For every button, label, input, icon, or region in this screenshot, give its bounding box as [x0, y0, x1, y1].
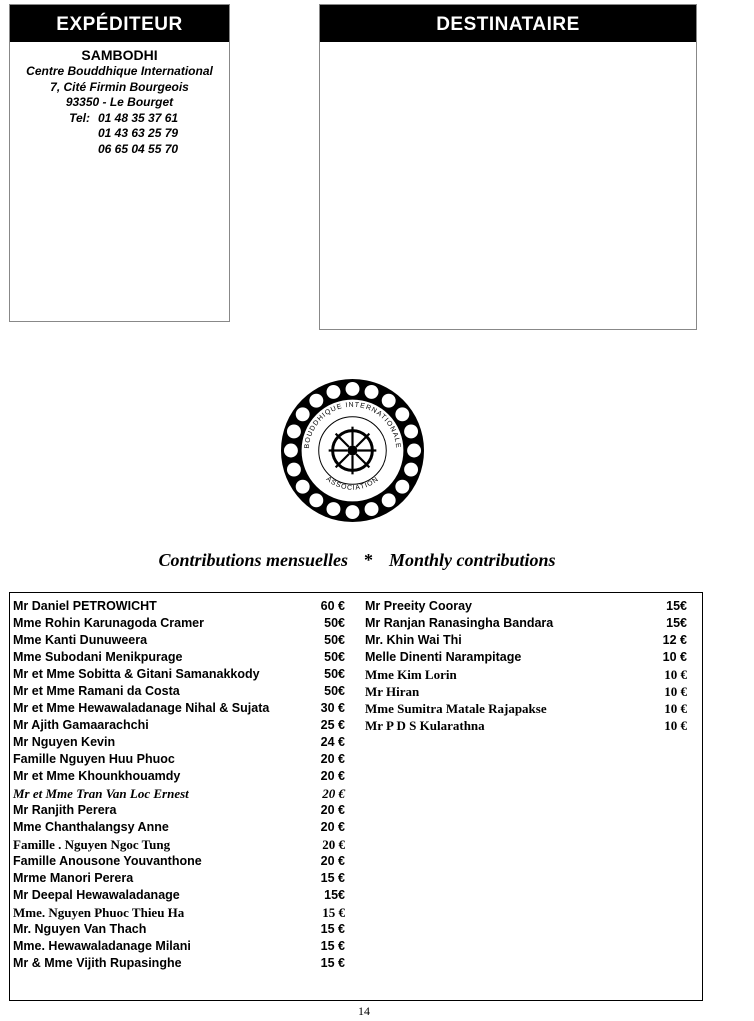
contributor-name: Famille Anousone Youvanthone	[13, 854, 202, 868]
contribution-row	[13, 649, 345, 666]
sender-header: EXPÉDITEUR	[10, 5, 229, 42]
contributor-name: Mr et Mme Sobitta & Gitani Samanakkody	[13, 667, 260, 681]
tel-label: Tel:	[69, 110, 90, 125]
contributor-name: Mme Chanthalangsy Anne	[13, 820, 169, 834]
contribution-amount: 15 €	[322, 905, 345, 920]
contribution-amount: 10 €	[664, 718, 687, 733]
contributor-name: Mme. Hewawaladanage Milani	[13, 939, 191, 953]
contributions-title-fr: Contributions mensuelles	[158, 550, 348, 570]
sender-address-line-1: 7, Cité Firmin Bourgeois	[50, 79, 189, 94]
contribution-row	[13, 887, 345, 904]
contribution-amount: 20 €	[320, 769, 345, 783]
contribution-amount: 10 €	[664, 701, 687, 716]
contribution-row	[365, 700, 687, 717]
contributor-name: Mr Ranjan Ranasingha Bandara	[365, 616, 554, 630]
contributor-name: Famille . Nguyen Ngoc Tung	[13, 837, 171, 852]
contributor-name: Mme. Nguyen Phuoc Thieu Ha	[13, 905, 185, 920]
contribution-row	[13, 700, 345, 717]
recipient-header: DESTINATAIRE	[320, 5, 696, 42]
contributor-name: Mme Rohin Karunagoda Cramer	[13, 616, 205, 630]
sender-address-block	[10, 42, 229, 157]
contribution-row	[13, 904, 345, 921]
contribution-amount: 15€	[324, 888, 345, 902]
contributor-name: Mr & Mme Vijith Rupasinghe	[13, 956, 182, 970]
contribution-amount: 25 €	[320, 718, 345, 732]
contribution-amount: 10 €	[664, 667, 687, 682]
contributor-name: Mr. Khin Wai Thi	[365, 633, 462, 647]
association-logo	[279, 377, 426, 524]
contribution-row	[13, 802, 345, 819]
contribution-amount: 10 €	[664, 684, 687, 699]
contributor-name: Mr et Mme Khounkhouamdy	[13, 769, 181, 783]
contribution-row	[365, 632, 687, 649]
ring-heart-icon	[365, 502, 379, 516]
contribution-row	[365, 717, 687, 734]
contribution-amount: 20 €	[320, 854, 345, 868]
contribution-row	[13, 717, 345, 734]
contribution-row	[13, 632, 345, 649]
contribution-amount: 50€	[324, 616, 345, 630]
ring-heart-icon	[309, 394, 323, 408]
contribution-row	[13, 615, 345, 632]
contribution-amount: 50€	[324, 684, 345, 698]
contributor-name: Mme Subodani Menikpurage	[13, 650, 183, 664]
contribution-row	[13, 768, 345, 785]
contributor-name: Mr Ajith Gamaarachchi	[13, 718, 149, 732]
ring-heart-icon	[287, 463, 301, 477]
page-number: 14	[358, 1004, 370, 1018]
contribution-amount: 60 €	[320, 599, 345, 613]
ring-heart-icon	[296, 480, 310, 494]
contribution-amount: 15 €	[320, 922, 345, 936]
ring-heart-icon	[296, 407, 310, 421]
contribution-row	[13, 683, 345, 700]
contribution-row	[13, 666, 345, 683]
ring-heart-icon	[395, 407, 409, 421]
title-separator: *	[364, 550, 373, 570]
contribution-row	[365, 598, 687, 615]
contribution-row	[13, 870, 345, 887]
contributor-name: Mr et Mme Hewawaladanage Nihal & Sujata	[13, 701, 270, 715]
contribution-row	[13, 598, 345, 615]
sender-phone-row	[10, 142, 229, 158]
contribution-amount: 30 €	[320, 701, 345, 715]
ring-heart-icon	[404, 463, 418, 477]
contribution-amount: 15 €	[320, 939, 345, 953]
ring-heart-icon	[395, 480, 409, 494]
contributor-name: Mr. Nguyen Van Thach	[13, 922, 147, 936]
contribution-amount: 15€	[666, 599, 687, 613]
sender-phone-row	[10, 126, 229, 142]
contributor-name: Mrme Manori Perera	[13, 871, 134, 885]
contributor-name: Mr Hiran	[365, 684, 420, 699]
contributions-right-column	[365, 598, 687, 734]
contributions-left-column	[13, 598, 345, 972]
contribution-amount: 50€	[324, 650, 345, 664]
contribution-amount: 15 €	[320, 956, 345, 970]
contribution-amount: 20 €	[320, 752, 345, 766]
contribution-amount: 20 €	[322, 837, 345, 852]
sender-phone: 06 65 04 55 70	[98, 141, 179, 156]
contribution-row	[13, 853, 345, 870]
ring-heart-icon	[365, 385, 379, 399]
contribution-amount: 20 €	[320, 803, 345, 817]
contributor-name: Mr Deepal Hewawaladanage	[13, 888, 180, 902]
contributor-name: Mr et Mme Tran Van Loc Ernest	[13, 786, 189, 801]
ring-heart-icon	[407, 444, 421, 458]
contributor-name: Mme Kim Lorin	[365, 667, 457, 682]
ring-heart-icon	[346, 505, 360, 519]
contribution-amount: 15 €	[320, 871, 345, 885]
contribution-row	[13, 734, 345, 751]
contribution-row	[365, 683, 687, 700]
sender-name: SAMBODHI	[81, 47, 158, 63]
ring-heart-icon	[382, 394, 396, 408]
sender-org: Centre Bouddhique International	[26, 64, 213, 78]
contribution-row	[365, 666, 687, 683]
ring-heart-icon	[382, 493, 396, 507]
sender-phone-row	[10, 111, 229, 127]
contribution-row	[13, 785, 345, 802]
contribution-row	[13, 836, 345, 853]
contributor-name: Mr Daniel PETROWICHT	[13, 599, 157, 613]
contributor-name: Mr Nguyen Kevin	[13, 735, 116, 749]
ring-heart-icon	[346, 382, 360, 396]
contribution-amount: 20 €	[320, 820, 345, 834]
sender-box	[9, 4, 230, 322]
contributions-title-en: Monthly contributions	[389, 550, 556, 570]
contribution-amount: 15€	[666, 616, 687, 630]
contribution-row	[13, 751, 345, 768]
ring-heart-icon	[327, 502, 341, 516]
contribution-row	[365, 615, 687, 632]
sender-address-line-2: 93350 - Le Bourget	[65, 95, 174, 109]
contributor-name: Mr et Mme Ramani da Costa	[13, 684, 180, 698]
contribution-row	[13, 938, 345, 955]
contributor-name: Mr Ranjith Perera	[13, 803, 117, 817]
sender-phone: 01 48 35 37 61	[98, 110, 179, 125]
recipient-box	[319, 4, 697, 330]
contribution-amount: 10 €	[662, 650, 687, 664]
contribution-amount: 24 €	[320, 735, 345, 749]
contribution-row	[13, 819, 345, 836]
contributions-title	[0, 550, 714, 571]
contribution-amount: 50€	[324, 667, 345, 681]
contribution-row	[13, 955, 345, 972]
contributor-name: Mr Preeity Cooray	[365, 599, 472, 613]
contributor-name: Mme Kanti Dunuweera	[13, 633, 148, 647]
sender-phone: 01 43 63 25 79	[98, 126, 179, 140]
ring-heart-icon	[404, 425, 418, 439]
contributions-box	[9, 592, 703, 1001]
contribution-row	[365, 649, 687, 666]
contribution-amount: 20 €	[322, 786, 345, 801]
ring-heart-icon	[309, 493, 323, 507]
logo-ring-text-bottom: ASSOCIATION	[324, 475, 381, 492]
dharma-wheel-icon	[329, 427, 377, 475]
ring-heart-icon	[284, 444, 298, 458]
contribution-amount: 12 €	[662, 633, 687, 647]
contributor-name: Mme Sumitra Matale Rajapakse	[365, 701, 547, 716]
contributor-name: Famille Nguyen Huu Phuoc	[13, 752, 175, 766]
contribution-row	[13, 921, 345, 938]
ring-heart-icon	[327, 385, 341, 399]
contributor-name: Mr P D S Kularathna	[365, 718, 485, 733]
contributor-name: Melle Dinenti Narampitage	[365, 650, 522, 664]
logo-ring-text-top: BOUDDHIQUE INTERNATIONALE	[303, 401, 402, 450]
contribution-amount: 50€	[324, 633, 345, 647]
ring-heart-icon	[287, 425, 301, 439]
